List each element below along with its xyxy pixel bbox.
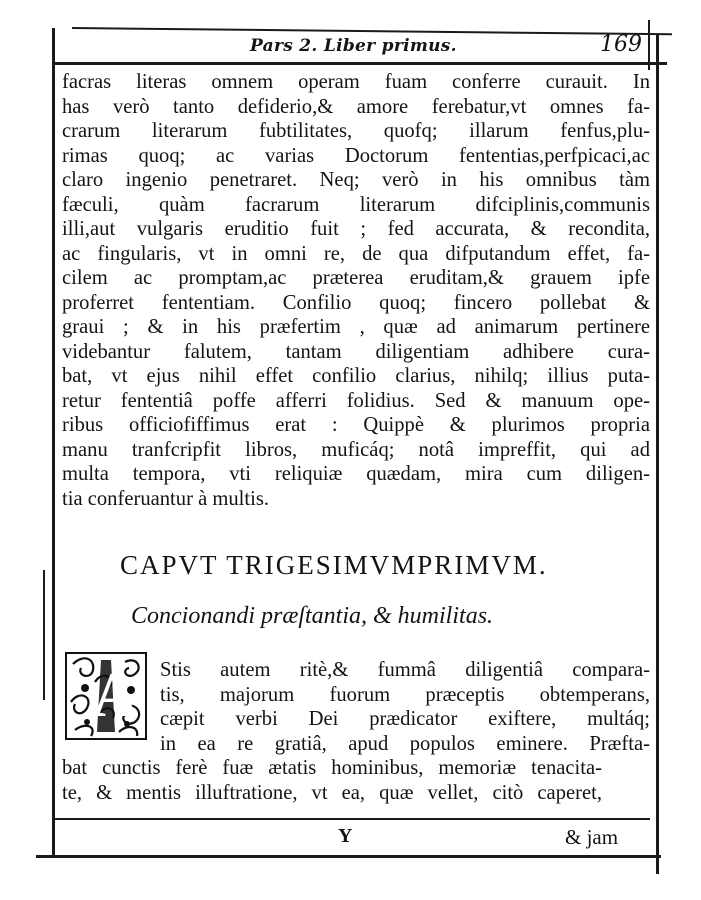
text-line: videbantur falutem, tantam diligentiam adhibere cura- [62,340,650,363]
text-line: rimas quoq; ac varias Doctorum fententias,perfpicaci,ac [62,144,650,167]
left-outer-rule [43,570,45,700]
text-line: retur fententiâ poffe afferri folidius. Sed & manuum ope- [62,389,650,412]
text-line: ribus officiofiffimus erat : Quippè & plurimos propria [62,414,650,436]
text-line: crarum literarum fubtilitates, quofq; illarum fenfus,plu- [62,120,650,142]
footer-rule [55,818,650,820]
running-head: Pars 2. Liber primus. [250,36,457,56]
initial-letter: A [92,659,139,730]
text-line: illi,aut vulgaris eruditio fuit ; fed accurata, & recondita, [62,218,650,240]
catchword: & jam [565,825,619,849]
text-line: te, & mentis illuftratione, vt ea, quæ vellet, citò caperet, [62,781,602,804]
chapter-heading: CAPVT TRIGESIMVMPRIMVM. [120,550,548,580]
text-line: cilem ac promptam,ac præterea eruditam,& grauem ipfe [62,267,650,289]
bottom-rule [36,855,661,858]
text-line: facras literas omnem operam fuam conferre curauit. In [62,71,650,93]
initial-paragraph [160,658,650,756]
left-margin-rule [52,28,55,858]
header-rule [55,62,667,65]
signature-mark: Y [338,825,353,847]
text-line: bat cunctis ferè fuæ ætatis hominibus, memoriæ tenacita- [62,757,602,779]
body-text [62,70,650,511]
text-line: manu tranfcripfit libros, muficáq; notâ impreffit, qui ad [62,438,650,461]
continuation-paragraph [62,756,602,805]
text-line: has verò tanto defiderio,& amore ferebatur,vt omnes fa- [62,95,650,118]
text-line: in ea re gratiâ, apud populos eminere. Præfta- [160,732,650,755]
text-line: Stis autem ritè,& fummâ diligentiâ compara- [160,659,650,681]
chapter-subheading: Concionandi præſtantia, & humilitas. [131,603,494,629]
text-line: tis, majorum fuorum præceptis obtemperans, [160,683,650,706]
top-rule [72,27,672,35]
decorated-initial [65,652,147,740]
text-line: graui ; & in his præfertim , quæ ad animarum pertinere [62,316,650,338]
text-line: tia conferuantur à multis. [62,487,270,510]
text-line: bat, vt ejus nihil effet confilio clarius, nihilq; illius puta- [62,365,650,387]
text-line: fæculi, quàm facrarum literarum difciplinis,communis [62,193,650,216]
ornament-initial-icon [65,652,147,740]
right-margin-rule [656,34,659,874]
text-line: multa tempora, vti reliquiæ quædam, mira cum diligen- [62,463,650,485]
text-line: claro ingenio penetraret. Neq; verò in his omnibus tàm [62,169,650,191]
text-line: proferret fententiam. Confilio quoq; fincero pollebat & [62,291,650,314]
text-line: ac fingularis, vt in omni re, de qua difputandum effet, fa- [62,242,650,265]
page-number: 169 [600,32,642,57]
text-line: cæpit verbi Dei prædicator exiftere, multáq; [160,708,650,730]
